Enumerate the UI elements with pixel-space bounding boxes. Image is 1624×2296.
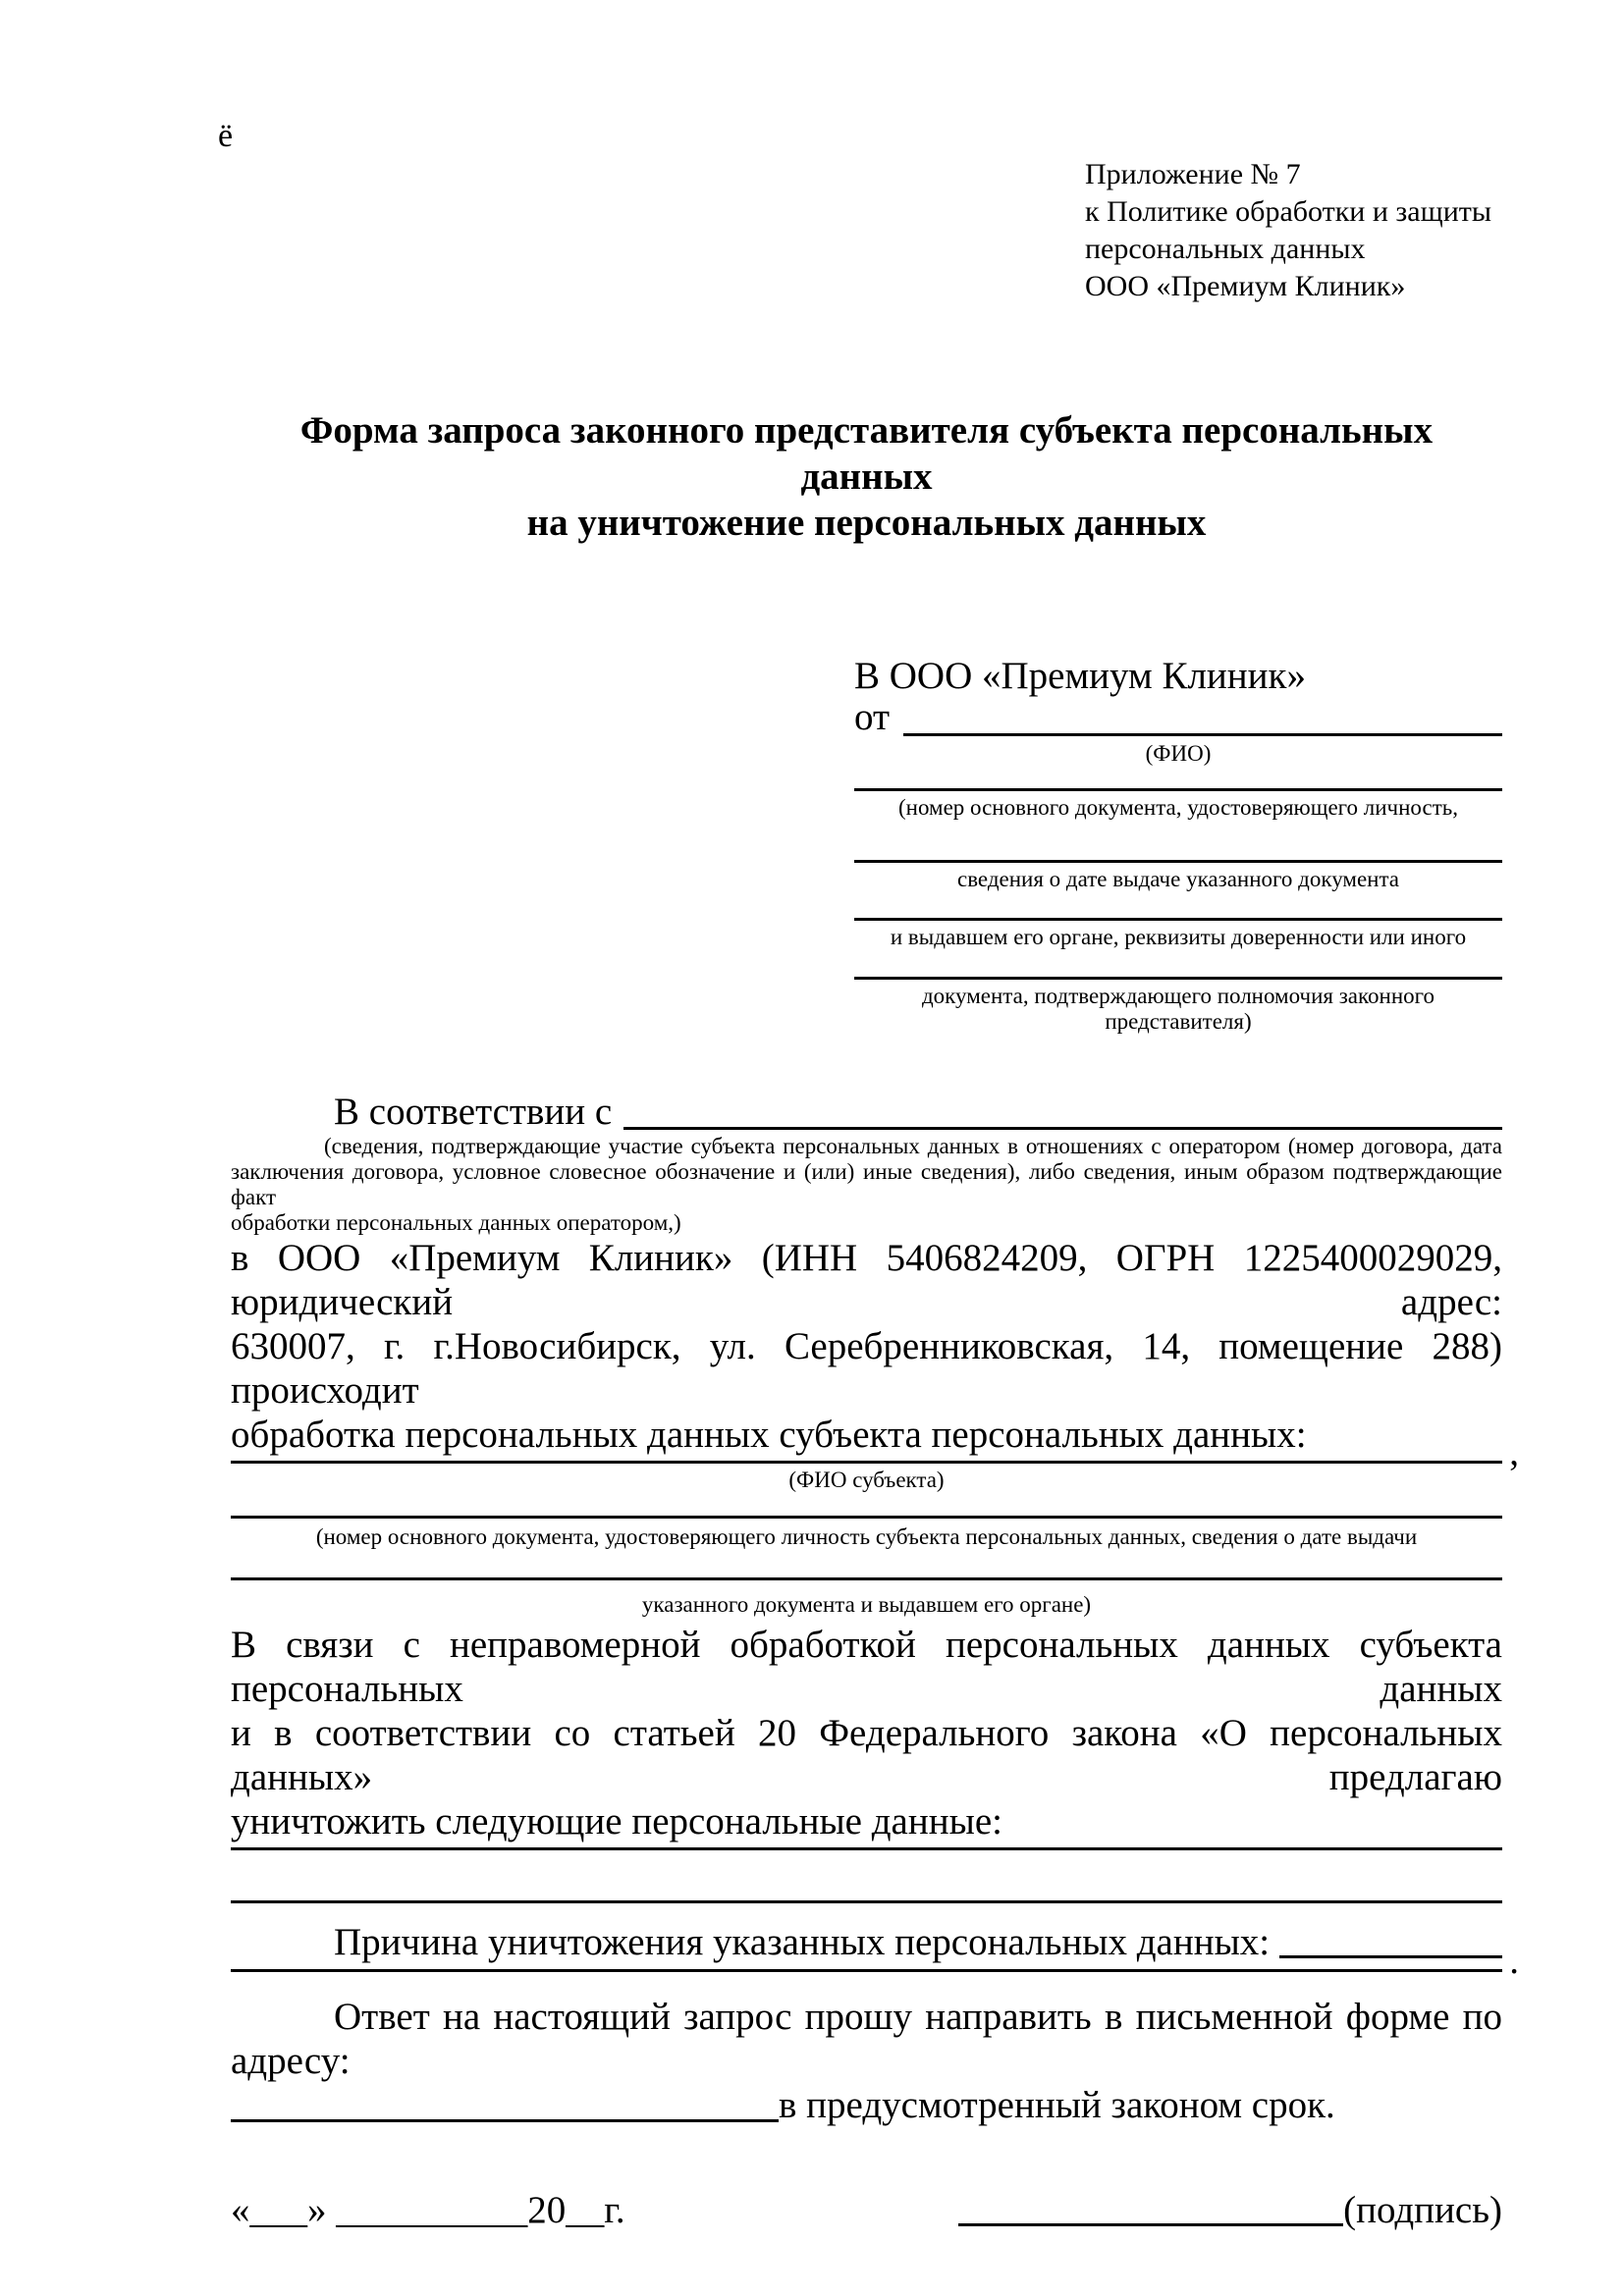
claim-paragraph — [231, 1623, 1502, 1843]
addressee-to: В ООО «Премиум Клиник» — [854, 655, 1306, 697]
form-title — [231, 407, 1502, 546]
signature-line — [958, 2223, 1343, 2226]
line-caption: сведения о дате выдаче указанного документа — [956, 867, 1400, 891]
reason-row — [231, 1920, 1502, 1964]
according-fill-line — [623, 1127, 1502, 1130]
footer-row — [231, 2188, 1502, 2232]
reason-fill-line — [1279, 1955, 1502, 1958]
legal-note-line: заключения договора, условное словесное обозначение и (или) иные сведения), либо сведения, иным образом подтверждающие факт — [231, 1159, 1502, 1209]
from-label: от — [854, 696, 891, 738]
doc-info-line — [231, 1516, 1502, 1519]
claim-paragraph-line: В связи с неправомерной обработкой персональных данных субъекта персональных данных — [231, 1624, 1502, 1710]
subject-fio-caption: (ФИО субъекта) — [788, 1468, 945, 1492]
form-title-line2: на уничтожение персональных данных — [526, 502, 1207, 544]
appendix-line: Приложение № 7 — [1085, 158, 1301, 190]
reply-tail: в предусмотренный законом срок. — [779, 2084, 1335, 2126]
operator-paragraph-line: обработка персональных данных субъекта персональных данных: — [231, 1414, 1307, 1456]
operator-paragraph-line: 630007, г. г.Новосибирск, ул. Серебренниковская, 14, помещение 288) происходит — [231, 1325, 1502, 1412]
appendix-block — [1085, 1, 1502, 305]
doc-info-line — [231, 1577, 1502, 1580]
reason-label: Причина уничтожения указанных персональных данных: — [334, 1921, 1271, 1963]
blank-line — [854, 918, 1502, 921]
reply-address-line — [231, 2119, 779, 2122]
addressee-block — [854, 654, 1502, 1035]
line-tail-comma: , — [1509, 1431, 1519, 1473]
stray-char: ё — [218, 118, 234, 154]
blank-fill-line — [231, 1847, 1502, 1850]
signature-group — [958, 2188, 1502, 2232]
line-caption: и выдавшем его органе, реквизиты доверенности или иного — [890, 925, 1467, 949]
fio-caption: (ФИО) — [1145, 741, 1212, 766]
legal-note — [231, 1134, 1502, 1236]
blank-line — [854, 860, 1502, 863]
legal-note-line: обработки персональных данных оператором,) — [231, 1210, 681, 1235]
claim-paragraph-line: и в соответствии со статьей 20 Федерального закона «О персональных данных» предлагаю — [231, 1712, 1502, 1798]
from-fill-line — [903, 733, 1502, 736]
reply-address-row — [231, 2083, 1502, 2127]
appendix-line: к Политике обработки и защиты — [1085, 195, 1492, 228]
appendix-line: персональных данных — [1085, 233, 1366, 265]
according-row — [231, 1090, 1502, 1134]
operator-paragraph-line: в ООО «Премиум Клиник» (ИНН 5406824209, ОГРН 1225400029029, юридический адрес: — [231, 1237, 1502, 1323]
date-field: «___» __________20__г. — [231, 2189, 625, 2231]
from-row — [854, 698, 1502, 739]
claim-paragraph-line: уничтожить следующие персональные данные: — [231, 1800, 1002, 1842]
line-tail-period: . — [1509, 1940, 1519, 1982]
appendix-line: ООО «Премиум Клиник» — [1085, 270, 1406, 302]
doc-info-caption: указанного документа и выдавшем его органе) — [641, 1592, 1092, 1617]
reply-paragraph: Ответ на настоящий запрос прошу направить в письменной форме по адресу: — [231, 1996, 1502, 2082]
signature-caption: (подпись) — [1343, 2189, 1502, 2231]
legal-note-line: (сведения, подтверждающие участие субъекта персональных данных в отношениях с оператором (номер договора, дата — [324, 1134, 1502, 1158]
line-caption: (номер основного документа, удостоверяющего личность, — [897, 795, 1458, 820]
blank-line — [854, 977, 1502, 980]
form-title-line1: Форма запроса законного представителя субъекта персональных данных — [299, 409, 1434, 498]
blank-fill-line — [231, 1900, 1502, 1903]
according-label: В соответствии с — [334, 1091, 613, 1133]
blank-line — [854, 788, 1502, 791]
operator-paragraph — [231, 1236, 1502, 1457]
doc-info-caption: (номер основного документа, удостоверяющего личность субъекта персональных данных, сведения о дате выдачи — [315, 1524, 1418, 1549]
line-caption: документа, подтверждающего полномочия законного представителя) — [921, 984, 1435, 1034]
